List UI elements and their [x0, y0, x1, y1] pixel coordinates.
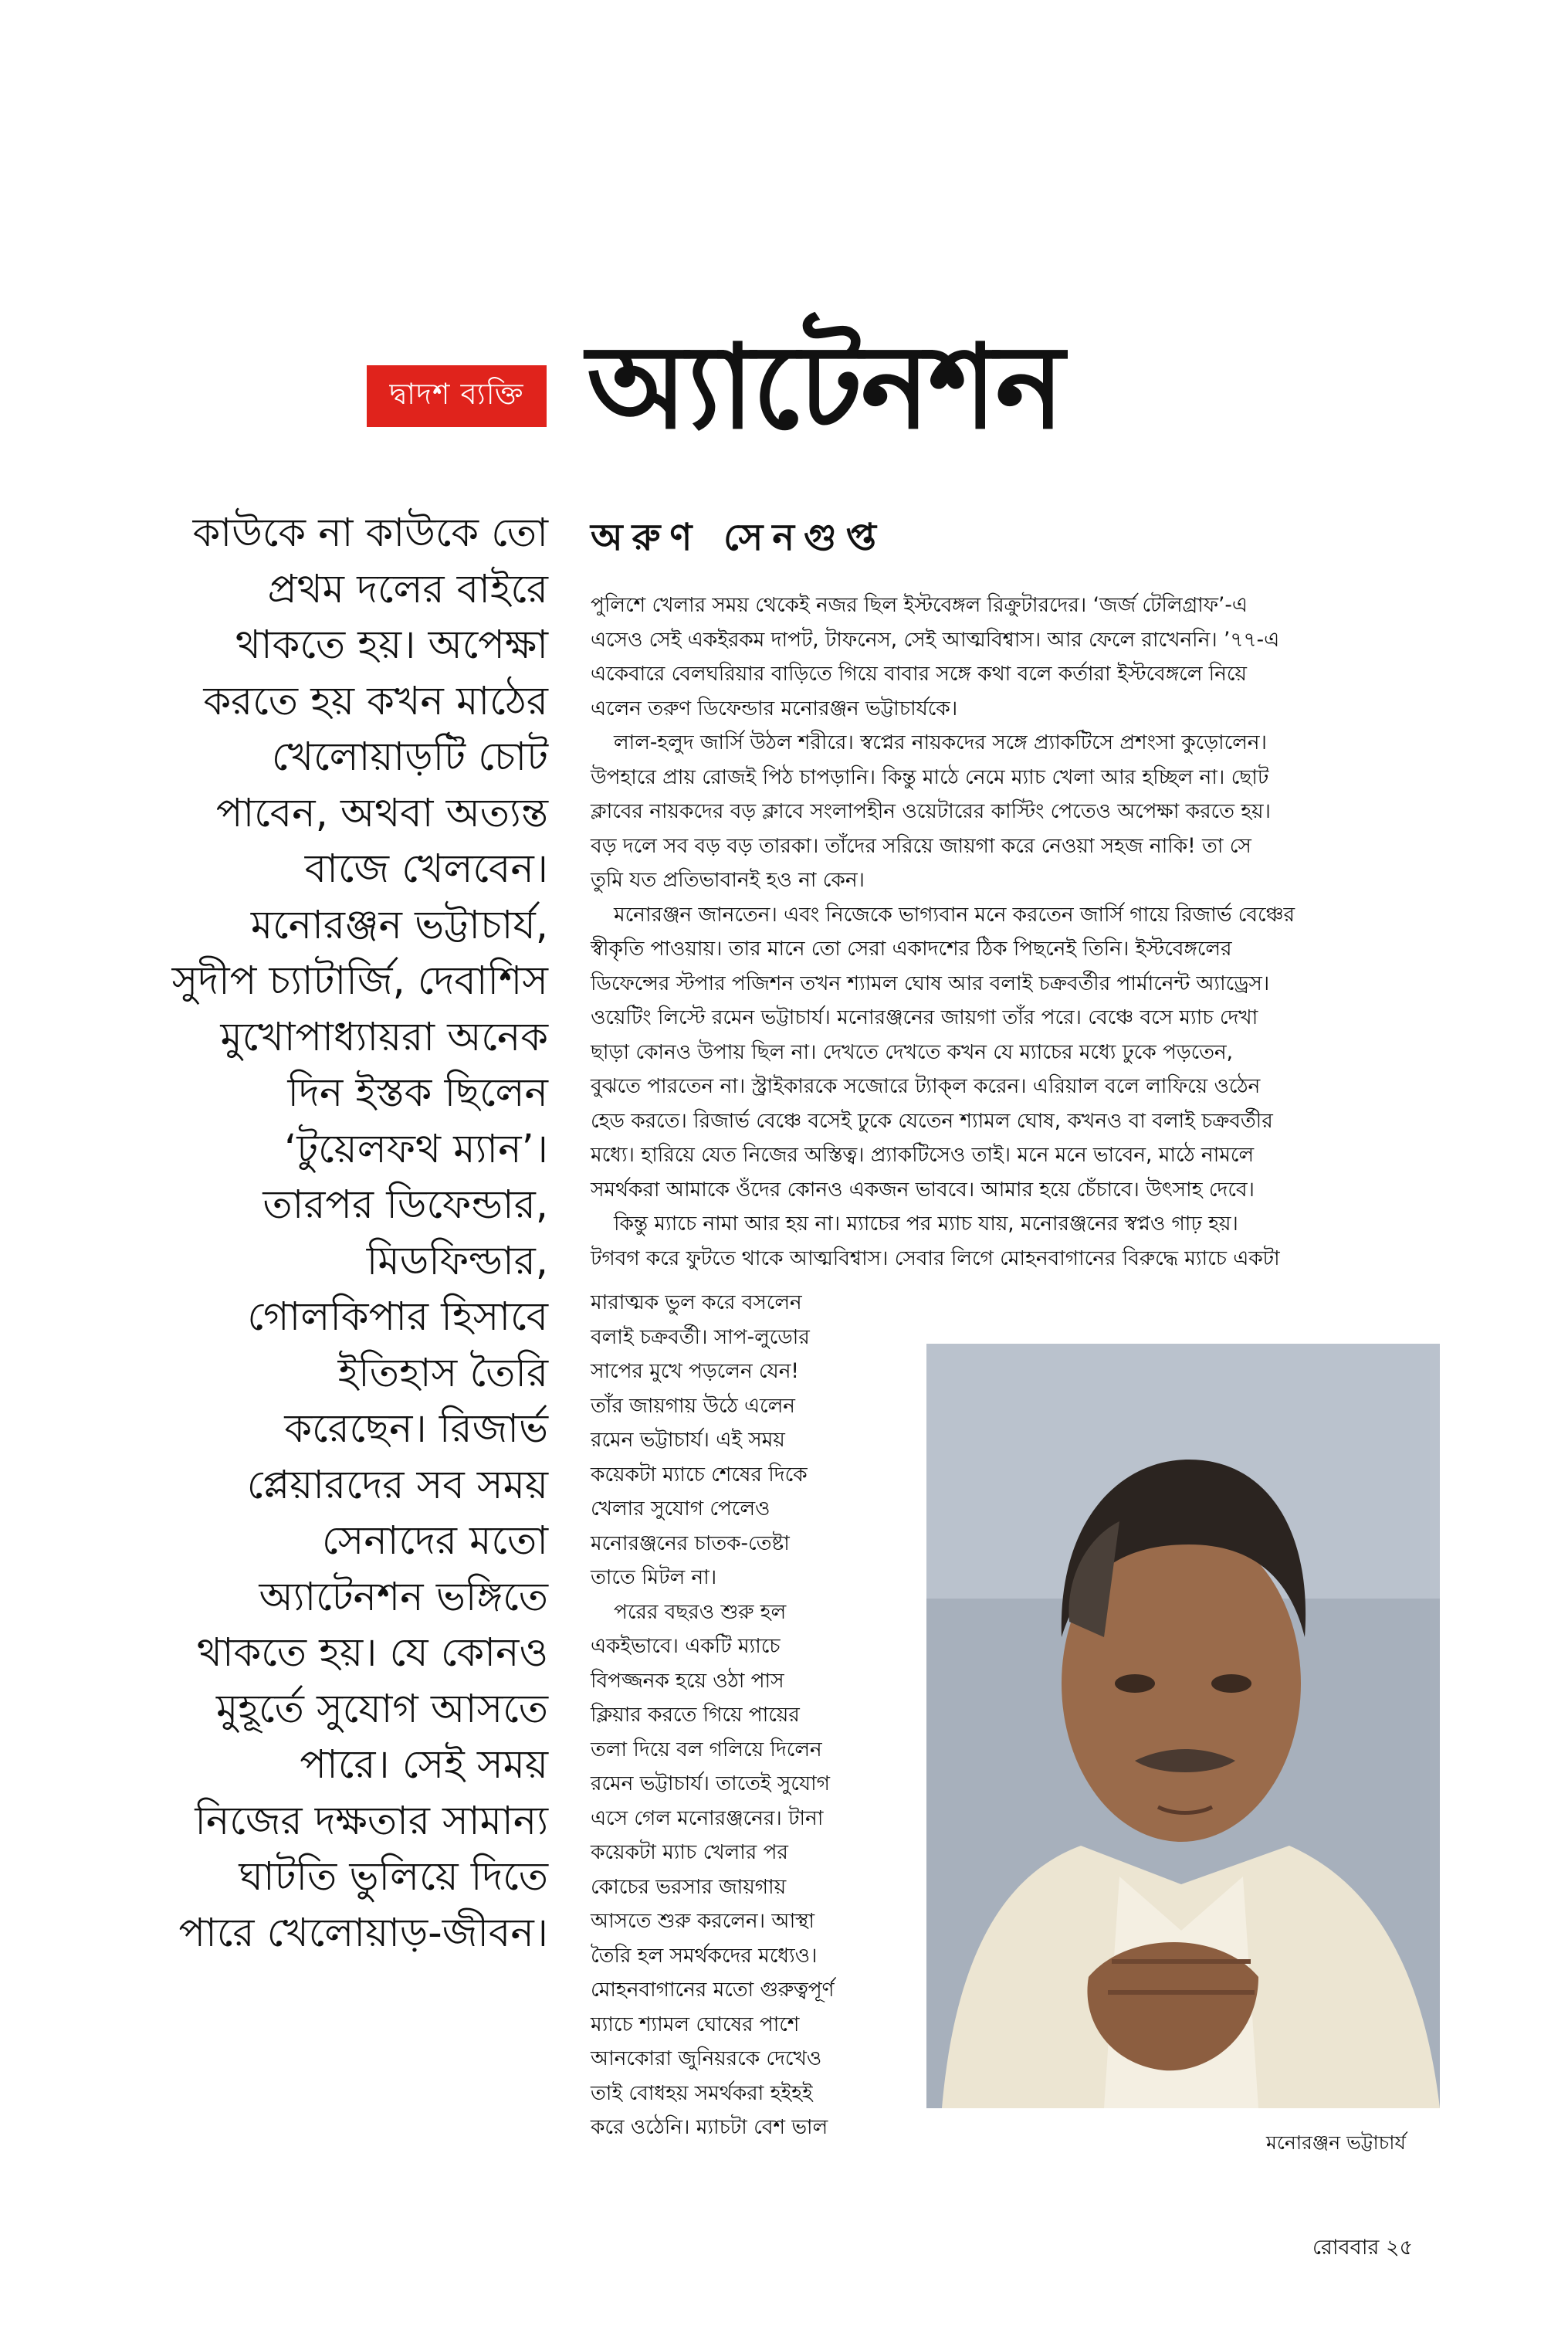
text-line: ছাড়া কোনও উপায় ছিল না। দেখতে দেখতে কখন যে ম্যাচের মধ্যে ঢুকে পড়তেন, [591, 1040, 1233, 1064]
text-line: কোচের ভরসার জায়গায় [591, 1875, 787, 1899]
text-line: ক্লাবের নায়কদের বড় ক্লাবে সংলাপহীন ওয়েটারের কাস্টিং পেতেও অপেক্ষা করতে হয়। [591, 800, 1271, 823]
text-line: ক্লিয়ার করতে গিয়ে পায়ের [591, 1704, 800, 1727]
page-footer: রোববার ২৫ [1312, 2236, 1414, 2260]
photo-caption: মনোরঞ্জন ভট্টাচার্য [1266, 2131, 1406, 2154]
text-line: ‘টুয়েলফথ ম্যান’। [284, 1126, 548, 1172]
portrait-photo [926, 1344, 1440, 2108]
text-line: ম্যাচে শ্যামল ঘোষের পাশে [591, 2012, 800, 2036]
text-line: লাল-হলুদ জার্সি উঠল শরীরে। স্বপ্নের নায়কদের সঙ্গে প্র্যাকটিসে প্রশংসা কুড়োলেন। [614, 731, 1267, 754]
text-line: খেলার সুযোগ পেলেও [591, 1497, 770, 1521]
text-line: কয়েকটা ম্যাচে শেষের দিকে [591, 1463, 808, 1487]
text-line: ওয়েটিং লিস্টে রমেন ভট্টাচার্য। মনোরঞ্জনের জায়গা তাঁর পরে। বেঞ্চে বসে ম্যাচ দেখা [591, 1006, 1258, 1029]
text-line: বুঝতে পারতেন না। স্ট্রাইকারকে সজোরে ট্যাক্‌ল করেন। এরিয়াল বলে লাফিয়ে ওঠেন [591, 1075, 1261, 1098]
text-line: তাই বোধহয় সমর্থকরা হইহই [591, 2081, 813, 2105]
portrait-image [926, 1344, 1440, 2108]
text-line: উপহারে প্রায় রোজই পিঠ চাপড়ানি। কিন্তু মাঠে নেমে ম্যাচ খেলা আর হচ্ছিল না। ছোট [591, 765, 1269, 789]
pull-quote [139, 506, 548, 1962]
byline: অরুণ সেনগুপ্ত [591, 516, 886, 559]
text-line: খেলোয়াড়টি চোট [271, 734, 548, 780]
text-line: বাজে খেলবেন। [304, 846, 548, 892]
text-line: অ্যাটেনশন ভঙ্গিতে [259, 1574, 548, 1620]
text-line: দিন ইস্তক ছিলেন [287, 1070, 548, 1116]
text-line: একেবারে বেলঘরিয়ার বাড়িতে গিয়ে বাবার সঙ্গে কথা বলে কর্তারা ইস্টবেঙ্গলে নিয়ে [591, 663, 1247, 686]
text-line: সুদীপ চ্যাটার্জি, দেবাশিস [171, 958, 548, 1004]
text-line: এসেও সেই একইরকম দাপট, টাফনেস, সেই আত্মবিশ্বাস। আর ফেলে রাখেননি। ’৭৭-এ [591, 628, 1280, 652]
text-line: নিজের দক্ষতার সামান্য [195, 1798, 548, 1844]
text-line: টগবগ করে ফুটতে থাকে আত্মবিশ্বাস। সেবার লিগে মোহনবাগানের বিরুদ্ধে ম্যাচে একটা [591, 1246, 1280, 1270]
text-line: পাবেন, অথবা অত্যন্ত [215, 790, 548, 836]
text-line: করে ওঠেনি। ম্যাচটা বেশ ভাল [591, 2116, 828, 2139]
text-line: প্লেয়ারদের সব সময় [246, 1462, 548, 1508]
text-line: আসতে শুরু করলেন। আস্থা [591, 1910, 815, 1933]
text-line: ঘাটতি ভুলিয়ে দিতে [239, 1854, 548, 1900]
text-line: সাপের মুখে পড়লেন যেন! [591, 1360, 799, 1383]
text-line: রমেন ভট্টাচার্য। এই সময় [591, 1429, 785, 1452]
text-line: কিন্তু ম্যাচে নামা আর হয় না। ম্যাচের পর ম্যাচ যায়, মনোরঞ্জনের স্বপ্নও গাঢ় হয়। [614, 1212, 1238, 1236]
text-line: হেড করতে। রিজার্ভ বেঞ্চে বসেই ঢুকে যেতেন শ্যামল ঘোষ, কখনও বা বলাই চক্রবর্তীর [591, 1109, 1273, 1133]
text-line: তাঁর জায়গায় উঠে এলেন [591, 1394, 795, 1418]
article-body-column [591, 1286, 923, 2145]
text-line: পারে। সেই সময় [300, 1742, 548, 1788]
text-line: কাউকে না কাউকে তো [192, 510, 548, 556]
text-line: তুমি যত প্রতিভাবানই হও না কেন। [591, 869, 865, 892]
text-line: রমেন ভট্টাচার্য। তাতেই সুযোগ [591, 1772, 830, 1795]
text-line: এলেন তরুণ ডিফেন্ডার মনোরঞ্জন ভট্টাচার্যকে। [591, 697, 958, 721]
headline: অ্যাটেনশন [587, 320, 1063, 455]
text-line: এসে গেল মনোরঞ্জনের। টানা [591, 1806, 824, 1830]
text-line: মোহনবাগানের মতো গুরুত্বপূর্ণ [591, 1978, 835, 2002]
text-line: তারপর ডিফেন্ডার, [262, 1182, 548, 1228]
text-line: বলাই চক্রবর্তী। সাপ-লুডোর [591, 1325, 810, 1349]
text-line: মনোরঞ্জন ভট্টাচার্য, [250, 902, 548, 948]
text-line: তাতে মিটল না। [591, 1566, 717, 1589]
text-line: মুখোপাধ্যায়রা অনেক [220, 1014, 548, 1060]
text-line: মিডফিল্ডার, [366, 1238, 548, 1284]
text-line: তৈরি হল সমর্থকদের মধ্যেও। [591, 1944, 818, 1968]
text-line: সমর্থকরা আমাকে ওঁদের কোনও একজন ভাববে। আমার হয়ে চেঁচাবে। উৎসাহ দেবে। [591, 1178, 1255, 1202]
text-line: স্বীকৃতি পাওয়ায়। তার মানে তো সেরা একাদশের ঠিক পিছনেই তিনি। ইস্টবেঙ্গলের [591, 938, 1232, 961]
text-line: একইভাবে। একটি ম্যাচে [591, 1635, 781, 1658]
text-line: তলা দিয়ে বল গলিয়ে দিলেন [591, 1738, 822, 1761]
section-badge: দ্বাদশ ব্যক্তি [367, 365, 547, 427]
text-line: সেনাদের মতো [321, 1518, 548, 1564]
text-line: মারাত্মক ভুল করে বসলেন [591, 1291, 802, 1314]
text-line: মনোরঞ্জন জানতেন। এবং নিজেকে ভাগ্যবান মনে করতেন জার্সি গায়ে রিজার্ভ বেঞ্চের [614, 903, 1295, 927]
text-line: ইতিহাস তৈরি [337, 1350, 548, 1396]
text-line: আনকোরা জুনিয়রকে দেখেও [591, 2047, 822, 2070]
article-body-top [591, 588, 1451, 1276]
text-line: মনোরঞ্জনের চাতক-তেষ্টা [591, 1531, 790, 1555]
text-line: পরের বছরও শুরু হল [614, 1600, 787, 1624]
text-line: মুহূর্তে সুযোগ আসতে [215, 1686, 548, 1732]
text-line: পারে খেলোয়াড়-জীবন। [178, 1910, 548, 1956]
text-line: গোলকিপার হিসাবে [247, 1294, 548, 1340]
text-line: করতে হয় কখন মাঠের [203, 678, 548, 724]
text-line: থাকতে হয়। যে কোনও [196, 1630, 548, 1676]
text-line: বড় দলে সব বড় বড় তারকা। তাঁদের সরিয়ে জায়গা করে নেওয়া সহজ নাকি! তা সে [591, 834, 1251, 858]
text-line: বিপজ্জনক হয়ে ওঠা পাস [591, 1669, 784, 1693]
text-line: থাকতে হয়। অপেক্ষা [235, 622, 548, 668]
text-line: প্রথম দলের বাইরে [267, 566, 548, 612]
text-line: মধ্যে। হারিয়ে যেত নিজের অস্তিত্ব। প্র্যাকটিসেও তাই। মনে মনে ভাবেন, মাঠে নামলে [591, 1144, 1255, 1167]
text-line: ডিফেন্সের স্টপার পজিশন তখন শ্যামল ঘোষ আর বলাই চক্রবর্তীর পার্মানেন্ট অ্যাড্রেস। [591, 971, 1270, 995]
text-line: করেছেন। রিজার্ভ [284, 1406, 548, 1452]
text-line: কয়েকটা ম্যাচ খেলার পর [591, 1841, 788, 1864]
text-line: পুলিশে খেলার সময় থেকেই নজর ছিল ইস্টবেঙ্গল রিক্রুটারদের। ‘জর্জ টেলিগ্রাফ’-এ [591, 594, 1248, 617]
